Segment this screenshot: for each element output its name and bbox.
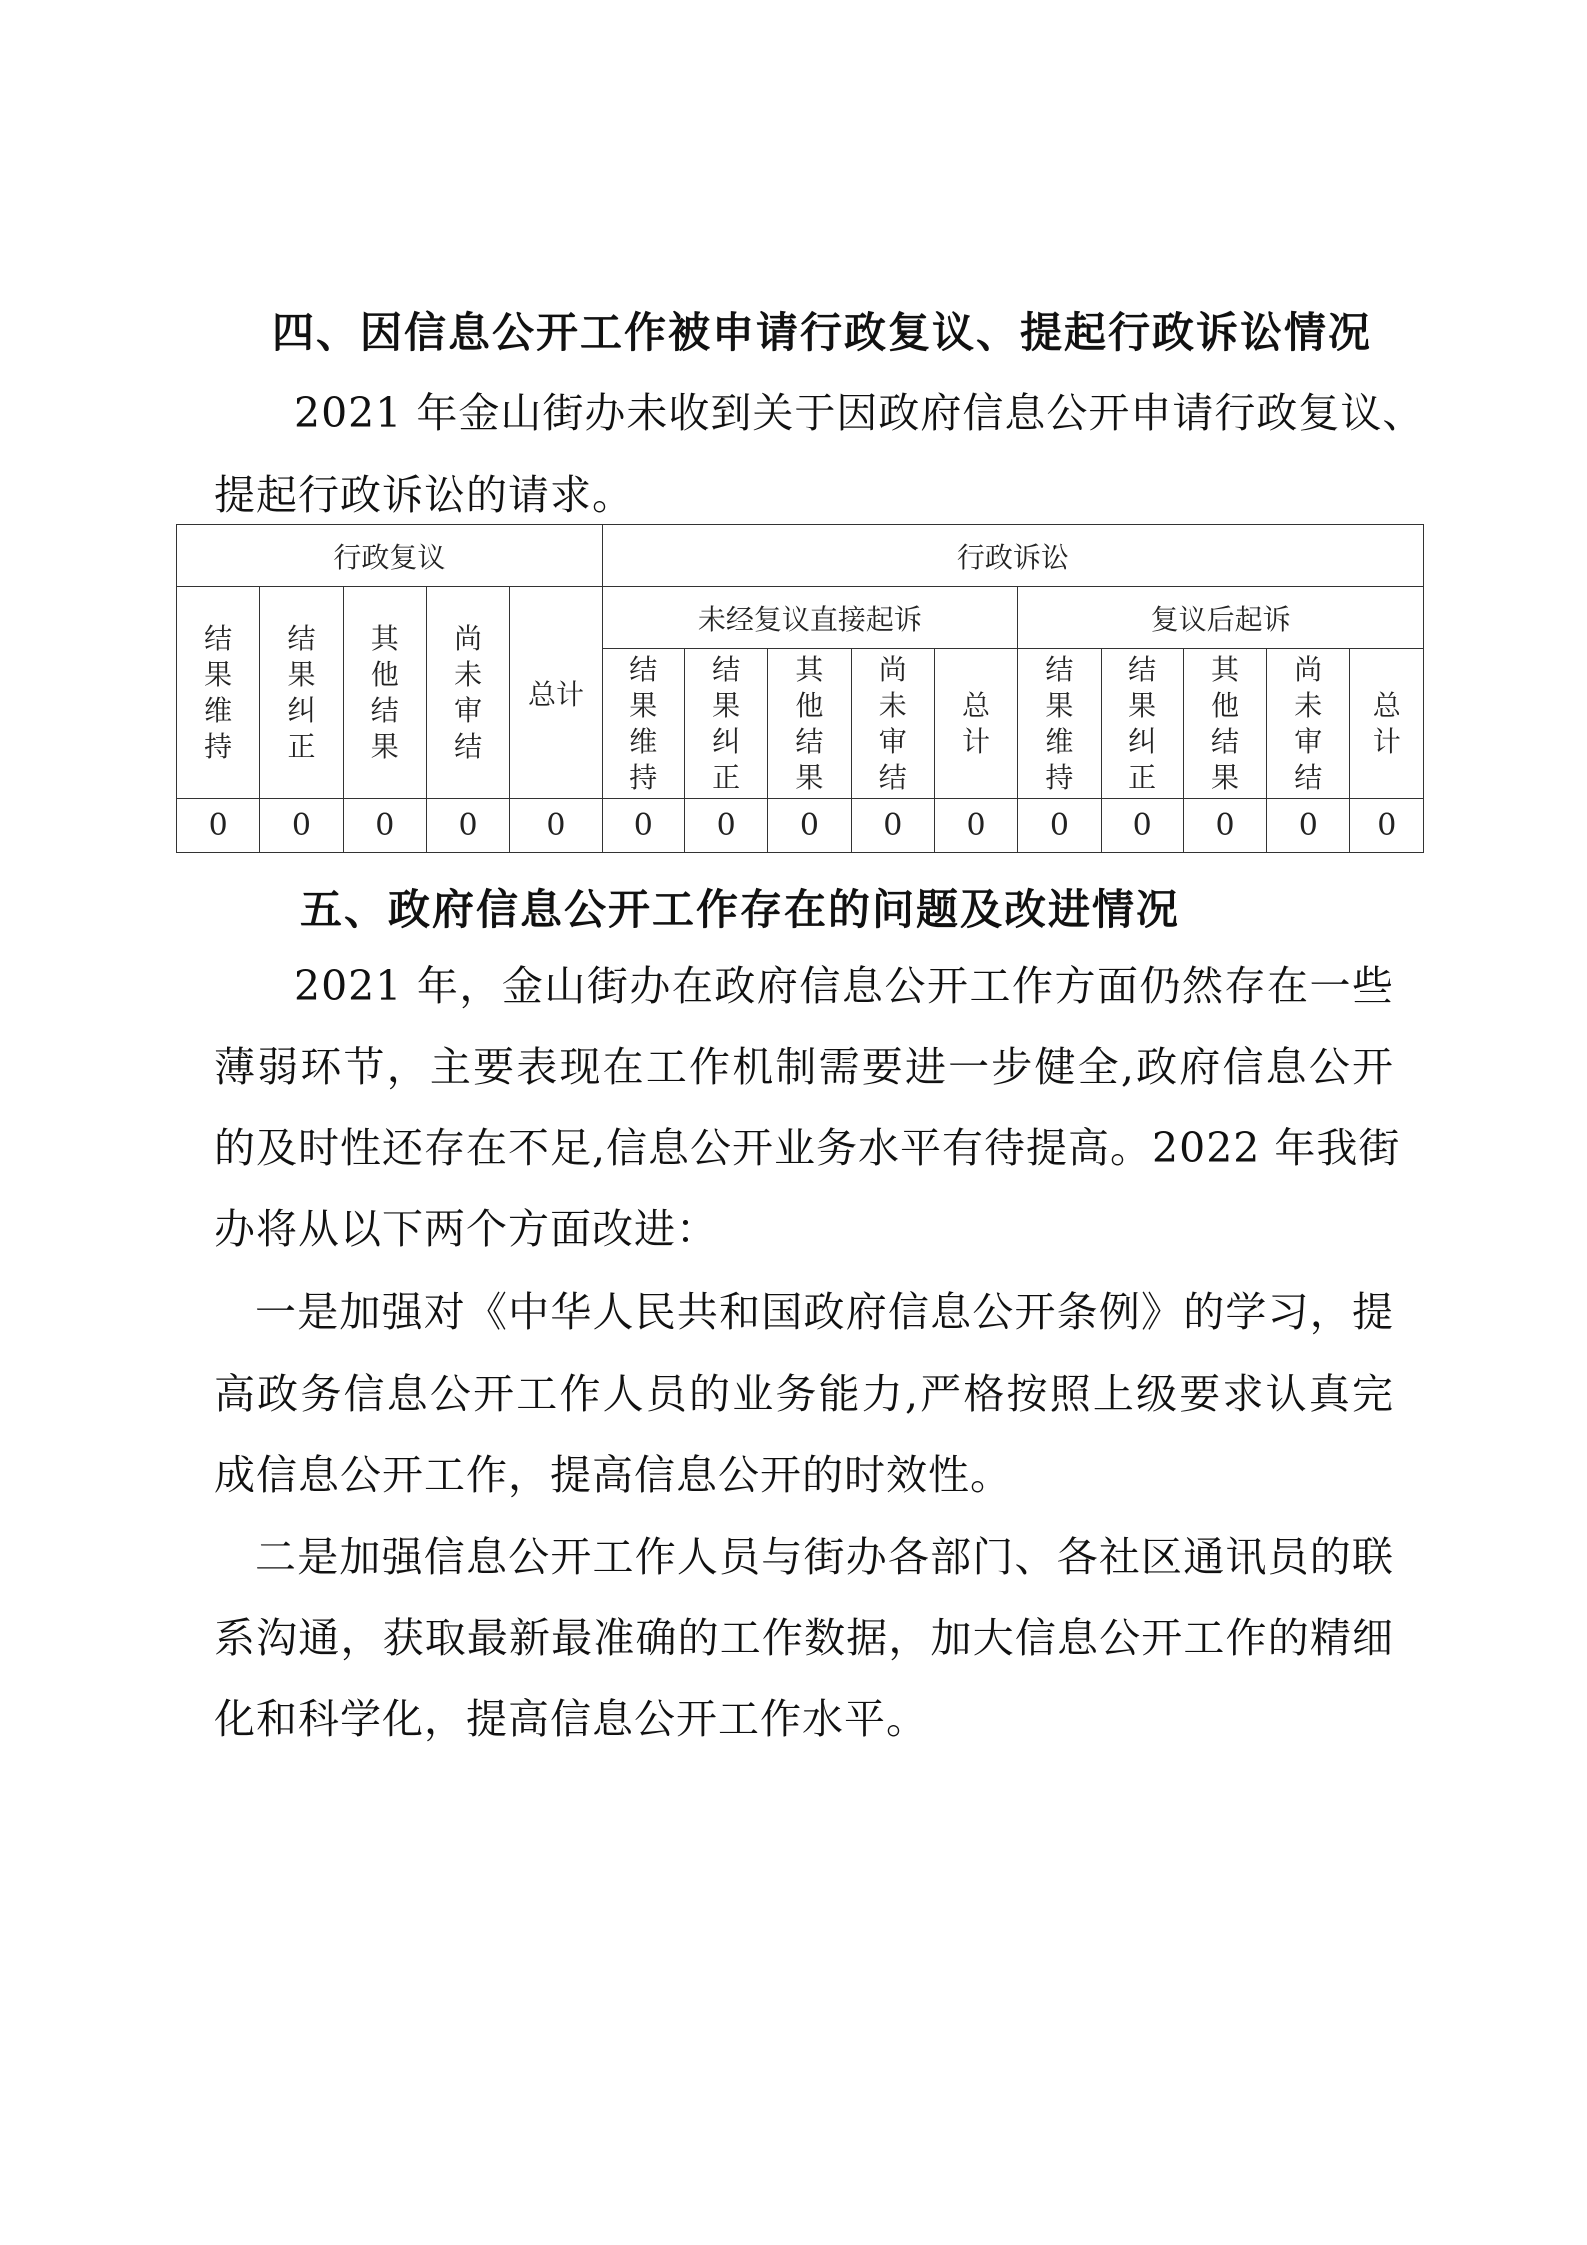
review-col-other: 其 他 结 果: [343, 587, 426, 799]
section5-para3-line-2: 系沟通，获取最新最准确的工作数据，加大信息公开工作的精细: [214, 1614, 1394, 1662]
value-cell: 0: [851, 799, 934, 853]
section5-para1-line-4: 办将从以下两个方面改进：: [214, 1205, 718, 1253]
value-cell: 0: [934, 799, 1017, 853]
value-cell: 0: [1350, 799, 1424, 853]
header-administrative-review: 行政复议: [177, 525, 603, 587]
direct-col-corrected: 结 果 纠 正: [684, 649, 767, 799]
value-cell: 0: [343, 799, 426, 853]
value-cell: 0: [1183, 799, 1266, 853]
section5-para2-line-2: 高政务信息公开工作人员的业务能力,严格按照上级要求认真完: [214, 1370, 1394, 1418]
review-col-upheld: 结 果 维 持: [177, 587, 260, 799]
section5-para3-line-3: 化和科学化，提高信息公开工作水平。: [214, 1695, 928, 1743]
section5-para1-line-3: 的及时性还存在不足,信息公开业务水平有待提高。2022 年我街: [214, 1124, 1401, 1172]
after-col-other: 其 他 结 果: [1183, 649, 1266, 799]
value-cell: 0: [602, 799, 684, 853]
value-cell: 0: [510, 799, 602, 853]
section5-para1-line-1: 2021 年，金山街办在政府信息公开工作方面仍然存在一些: [294, 962, 1394, 1010]
direct-col-pending: 尚 未 审 结: [851, 649, 934, 799]
header-after-review-lawsuit: 复议后起诉: [1018, 587, 1424, 649]
section4-para-line-1: 2021 年金山街办未收到关于因政府信息公开申请行政复议、: [294, 389, 1425, 437]
value-cell: 0: [1267, 799, 1350, 853]
value-cell: 0: [768, 799, 851, 853]
section5-para2-line-3: 成信息公开工作，提高信息公开的时效性。: [214, 1451, 1012, 1499]
after-col-corrected: 结 果 纠 正: [1101, 649, 1183, 799]
value-cell: 0: [1101, 799, 1183, 853]
value-cell: 0: [684, 799, 767, 853]
section4-para-line-2: 提起行政诉讼的请求。: [214, 471, 634, 519]
section5-para2-line-1: 一是加强对《中华人民共和国政府信息公开条例》的学习，提: [255, 1288, 1394, 1336]
header-direct-lawsuit: 未经复议直接起诉: [602, 587, 1018, 649]
review-col-pending: 尚 未 审 结: [426, 587, 509, 799]
after-col-pending: 尚 未 审 结: [1267, 649, 1350, 799]
header-administrative-lawsuit: 行政诉讼: [602, 525, 1423, 587]
section4-title: 四、因信息公开工作被申请行政复议、提起行政诉讼情况: [272, 308, 1373, 357]
direct-col-upheld: 结 果 维 持: [602, 649, 684, 799]
review-lawsuit-table: [176, 524, 1424, 853]
value-cell: 0: [260, 799, 343, 853]
review-col-total: 总计: [510, 587, 602, 799]
direct-col-other: 其 他 结 果: [768, 649, 851, 799]
value-cell: 0: [1018, 799, 1101, 853]
review-col-corrected: 结 果 纠 正: [260, 587, 343, 799]
after-col-upheld: 结 果 维 持: [1018, 649, 1101, 799]
section5-para1-line-2: 薄弱环节，主要表现在工作机制需要进一步健全,政府信息公开: [214, 1043, 1394, 1091]
section5-title: 五、政府信息公开工作存在的问题及改进情况: [300, 885, 1181, 934]
value-cell: 0: [426, 799, 509, 853]
after-col-total: 总 计: [1350, 649, 1424, 799]
direct-col-total: 总 计: [934, 649, 1017, 799]
section5-para3-line-1: 二是加强信息公开工作人员与街办各部门、各社区通讯员的联: [255, 1533, 1394, 1581]
value-cell: 0: [177, 799, 260, 853]
